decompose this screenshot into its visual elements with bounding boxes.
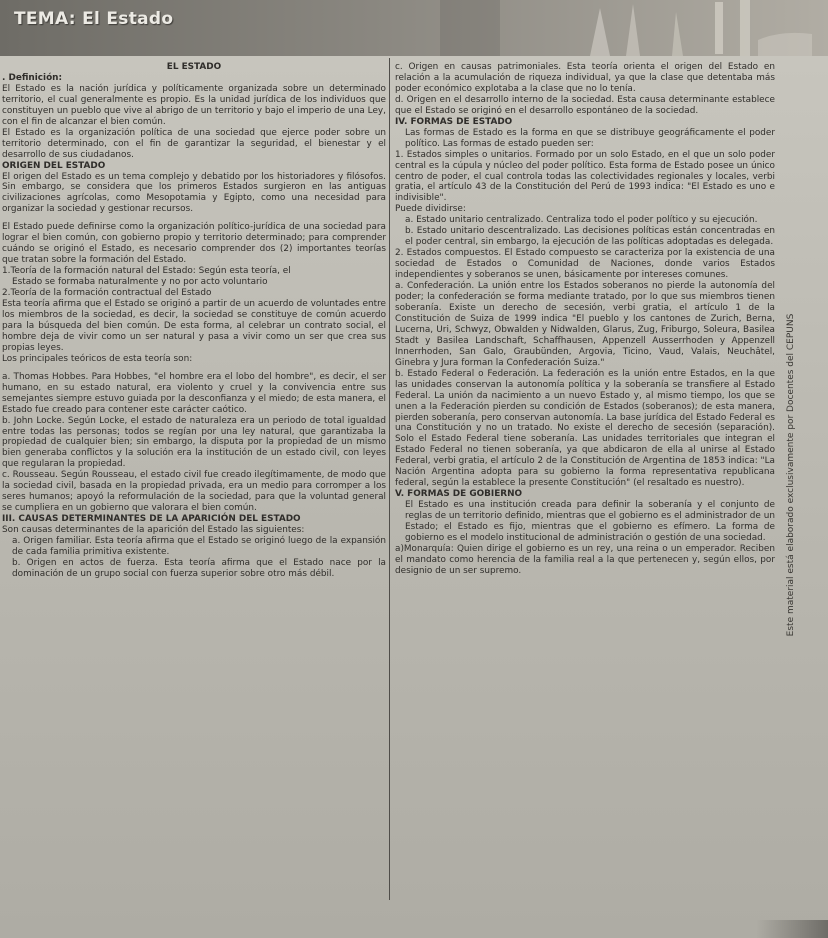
page-corner-shadow [756,920,828,938]
topic-banner [0,0,828,56]
paragraph: a. Confederación. La unión entre los Estados soberanos no pierde la autonomía del poder; la confederación se forma mediante tratado, por lo que sus miembros tienen soberanía. Existe un derecho de secesión, verbi gratia, el artículo 1 de la Constitución de Suiza de 1999 indica "El pueblo y los cantones de Zurich, Berna, Lucerna, Uri, Schwyz, Obwalden y Nidwalden, Glarus, Zug, Friburgo, Soleura, Basilea Stadt y Basilea Landschaft, Schaffhausen, Appenzell Ausserrhoden y Appenzell Innerrhoden, San Galo, Graubünden, Argovia, Ticino, Vaud, Valais, Neuchâtel, Ginebra y Jura forman la Confederación Suiza." [395,281,775,368]
section-heading: III. CAUSAS DETERMINANTES DE LA APARICIÓN DEL ESTADO [2,514,301,525]
text-line: Los principales teóricos de esta teoría son: [2,353,193,364]
paragraph: 1. Estados simples o unitarios. Formado por un solo Estado, en el que un solo poder central es la cúpula y núcleo del poder político. Esta forma de Estado posee un único centro de poder, el cual controla todas las colectividades regionales y locales, verbi gratia, el artículo 43 de la Constitución del Perú de 1993 indica: "El Estado es uno e indivisible". [395,149,775,204]
paragraph: El Estado es una institución creada para definir la soberanía y el conjunto de reglas de un territorio definido, mientras que el gobierno es el administrador de un Estado; el Estado es fijo, mientras que el gobierno es efímero. La forma de gobierno es el modelo institucional de administración o gestión de una sociedad. [405,500,775,543]
numbered-item: 1.Teoría de la formación natural del Estado: Según esta teoría, el [2,266,291,277]
paragraph: c. Rousseau. Según Rousseau, el estado civil fue creado ilegítimamente, de modo que la sociedad civil, basada en la propiedad privada, era un medio para corromper a los seres humanos; apoyó la reformulación de la sociedad, para que la voluntad general se cumpliera en un gobierno que valorara el bien común. [2,470,386,514]
paragraph: a. Estado unitario centralizado. Centraliza todo el poder político y su ejecución. [405,215,758,226]
text-line: Estado se formaba naturalmente y no por acto voluntario [12,277,268,288]
paragraph: El origen del Estado es un tema complejo y debatido por los historiadores y filósofos. Sin embargo, se considera que los primeros Estados surgieron en las antiguas civilizaciones agrícolas, como Mesopotamia y Egipto, como una necesidad para organizar la sociedad y gestionar recursos. [2,171,386,215]
vertical-footnote: Este material está elaborado exclusivamente por Docentes del CEPUNS [786,313,796,637]
text-line: Son causas determinantes de la aparición del Estado las siguientes: [2,525,305,536]
paragraph: b. Estado unitario descentralizado. Las decisiones políticas están concentradas en el poder central, sin embargo, la ejecución de las políticas adoptadas es delegada. [405,226,775,248]
paragraph: 2. Estados compuestos. El Estado compuesto se caracteriza por la existencia de una sociedad de Estados o Comunidad de Naciones, donde varios Estados independientes y soberanos se unen, básicamente por intereses comunes. [395,248,775,281]
column-divider [389,58,390,900]
text-line: Puede dividirse: [395,204,466,215]
paragraph: c. Origen en causas patrimoniales. Esta teoría orienta el origen del Estado en relación a la acumulación de riqueza individual, ya que la clase que detentaba más poder económico explotaba a la clase que no lo tenía. [395,62,775,94]
paragraph: a. Thomas Hobbes. Para Hobbes, "el hombre era el lobo del hombre", es decir, el ser humano, en su estado natural, era violento y cruel y la convivencia entre sus semejantes siempre estuvo guiada por la desconfianza y el miedo; de esta manera, el Estado fue creado para contener este carácter caótico. [2,371,386,415]
paragraph: Las formas de Estado es la forma en que se distribuye geográficamente el poder político. Las formas de estado pueden ser: [405,127,775,149]
paragraph: El Estado es la organización política de una sociedad que ejerce poder sobre un territorio determinado, con el fin de garantizar la seguridad, el bienestar y el desarrollo de sus ciudadanos. [2,127,386,160]
paragraph: d. Origen en el desarrollo interno de la sociedad. Esta causa determinante establece que el Estado se originó en el desarrollo espontáneo de la sociedad. [395,94,775,116]
section-heading: V. FORMAS DE GOBIERNO [395,489,523,500]
section-heading: . Definición: [2,72,63,83]
paragraph: a)Monarquía: Quien dirige el gobierno es un rey, una reina o un emperador. Reciben el mandato como herencia de la familia real a la que pertenecen y, según ellos, por designio de un ser supremo. [395,543,775,576]
numbered-item: 2.Teoría de la formación contractual del Estado [2,288,212,299]
paragraph: Esta teoría afirma que el Estado se originó a partir de un acuerdo de voluntades entre los miembros de la sociedad, es decir, la sociedad se constituye de común acuerdo para la búsqueda del bien común. De esta forma, al celebrar un contrato social, el hombre deja de vivir como un ser natural y pasa a vivir como un ser que crea sus propias leyes. [2,299,386,353]
paragraph: El Estado es la nación jurídica y políticamente organizada sobre un determinado territorio, el cual generalmente es propio. Es la unidad jurídica de los individuos que constituyen un pueblo que vive al abrigo de un territorio y bajo el imperio de una Ley, con el fin de alcanzar el bien común. [2,83,386,127]
paragraph: El Estado puede definirse como la organización político-jurídica de una sociedad para lograr el bien común, con gobierno propio y territorio determinado; para comprender cuándo se originó el Estado, es necesario comprender dos (2) importantes teorías que tratan sobre la formación del Estado. [2,222,386,266]
paragraph: a. Origen familiar. Esta teoría afirma que el Estado se originó luego de la expansión de cada familia primitiva existente. [12,536,386,557]
topic-title: TEMA: El Estado [14,9,174,29]
paragraph: b. Estado Federal o Federación. La federación es la unión entre Estados, en la que las unidades conservan la autonomía política y la soberanía se transfiere al Estado Federal. La unión da nacimiento a un nuevo Estado y, al mismo tiempo, los que se unen a la Federación pierden su condición de Estados (soberanos); de esta manera, pierden soberanía, pero conservan autonomía. La base jurídica del Estado Federal es una Constitución y no un tratado. No existe el derecho de secesión (separación). Solo el Estado Federal tiene soberanía. Las unidades territoriales que integran el Estado Federal no tienen soberanía, ya que abdicaron de ella al unirse al Estado Federal, verbi gratia, el artículo 2 de la Constitución de Argentina de 1853 indica: "La Nación Argentina adopta para su gobierno la forma representativa republicana federal, según la establece la presente Constitución" (el resaltado es nuestro). [395,368,775,489]
banner-illustration [440,0,828,56]
paragraph: b. John Locke. Según Locke, el estado de naturaleza era un periodo de total igualdad entre todas las personas; todos se regían por una ley natural, que garantizaba la propiedad de cualquier bien; sin embargo, la disputa por la propiedad de un mismo bien generaba conflictos y la solución era la institución de un estado civil, con leyes que regularan la propiedad. [2,415,386,470]
section-heading: IV. FORMAS DE ESTADO [395,116,513,127]
paragraph: b. Origen en actos de fuerza. Esta teoría afirma que el Estado nace por la dominación de un grupo social con fuerza superior sobre otro más débil. [12,557,386,579]
section-title: EL ESTADO [166,62,222,72]
left-column [2,62,386,580]
section-heading: ORIGEN DEL ESTADO [2,160,106,171]
right-column [395,62,775,577]
